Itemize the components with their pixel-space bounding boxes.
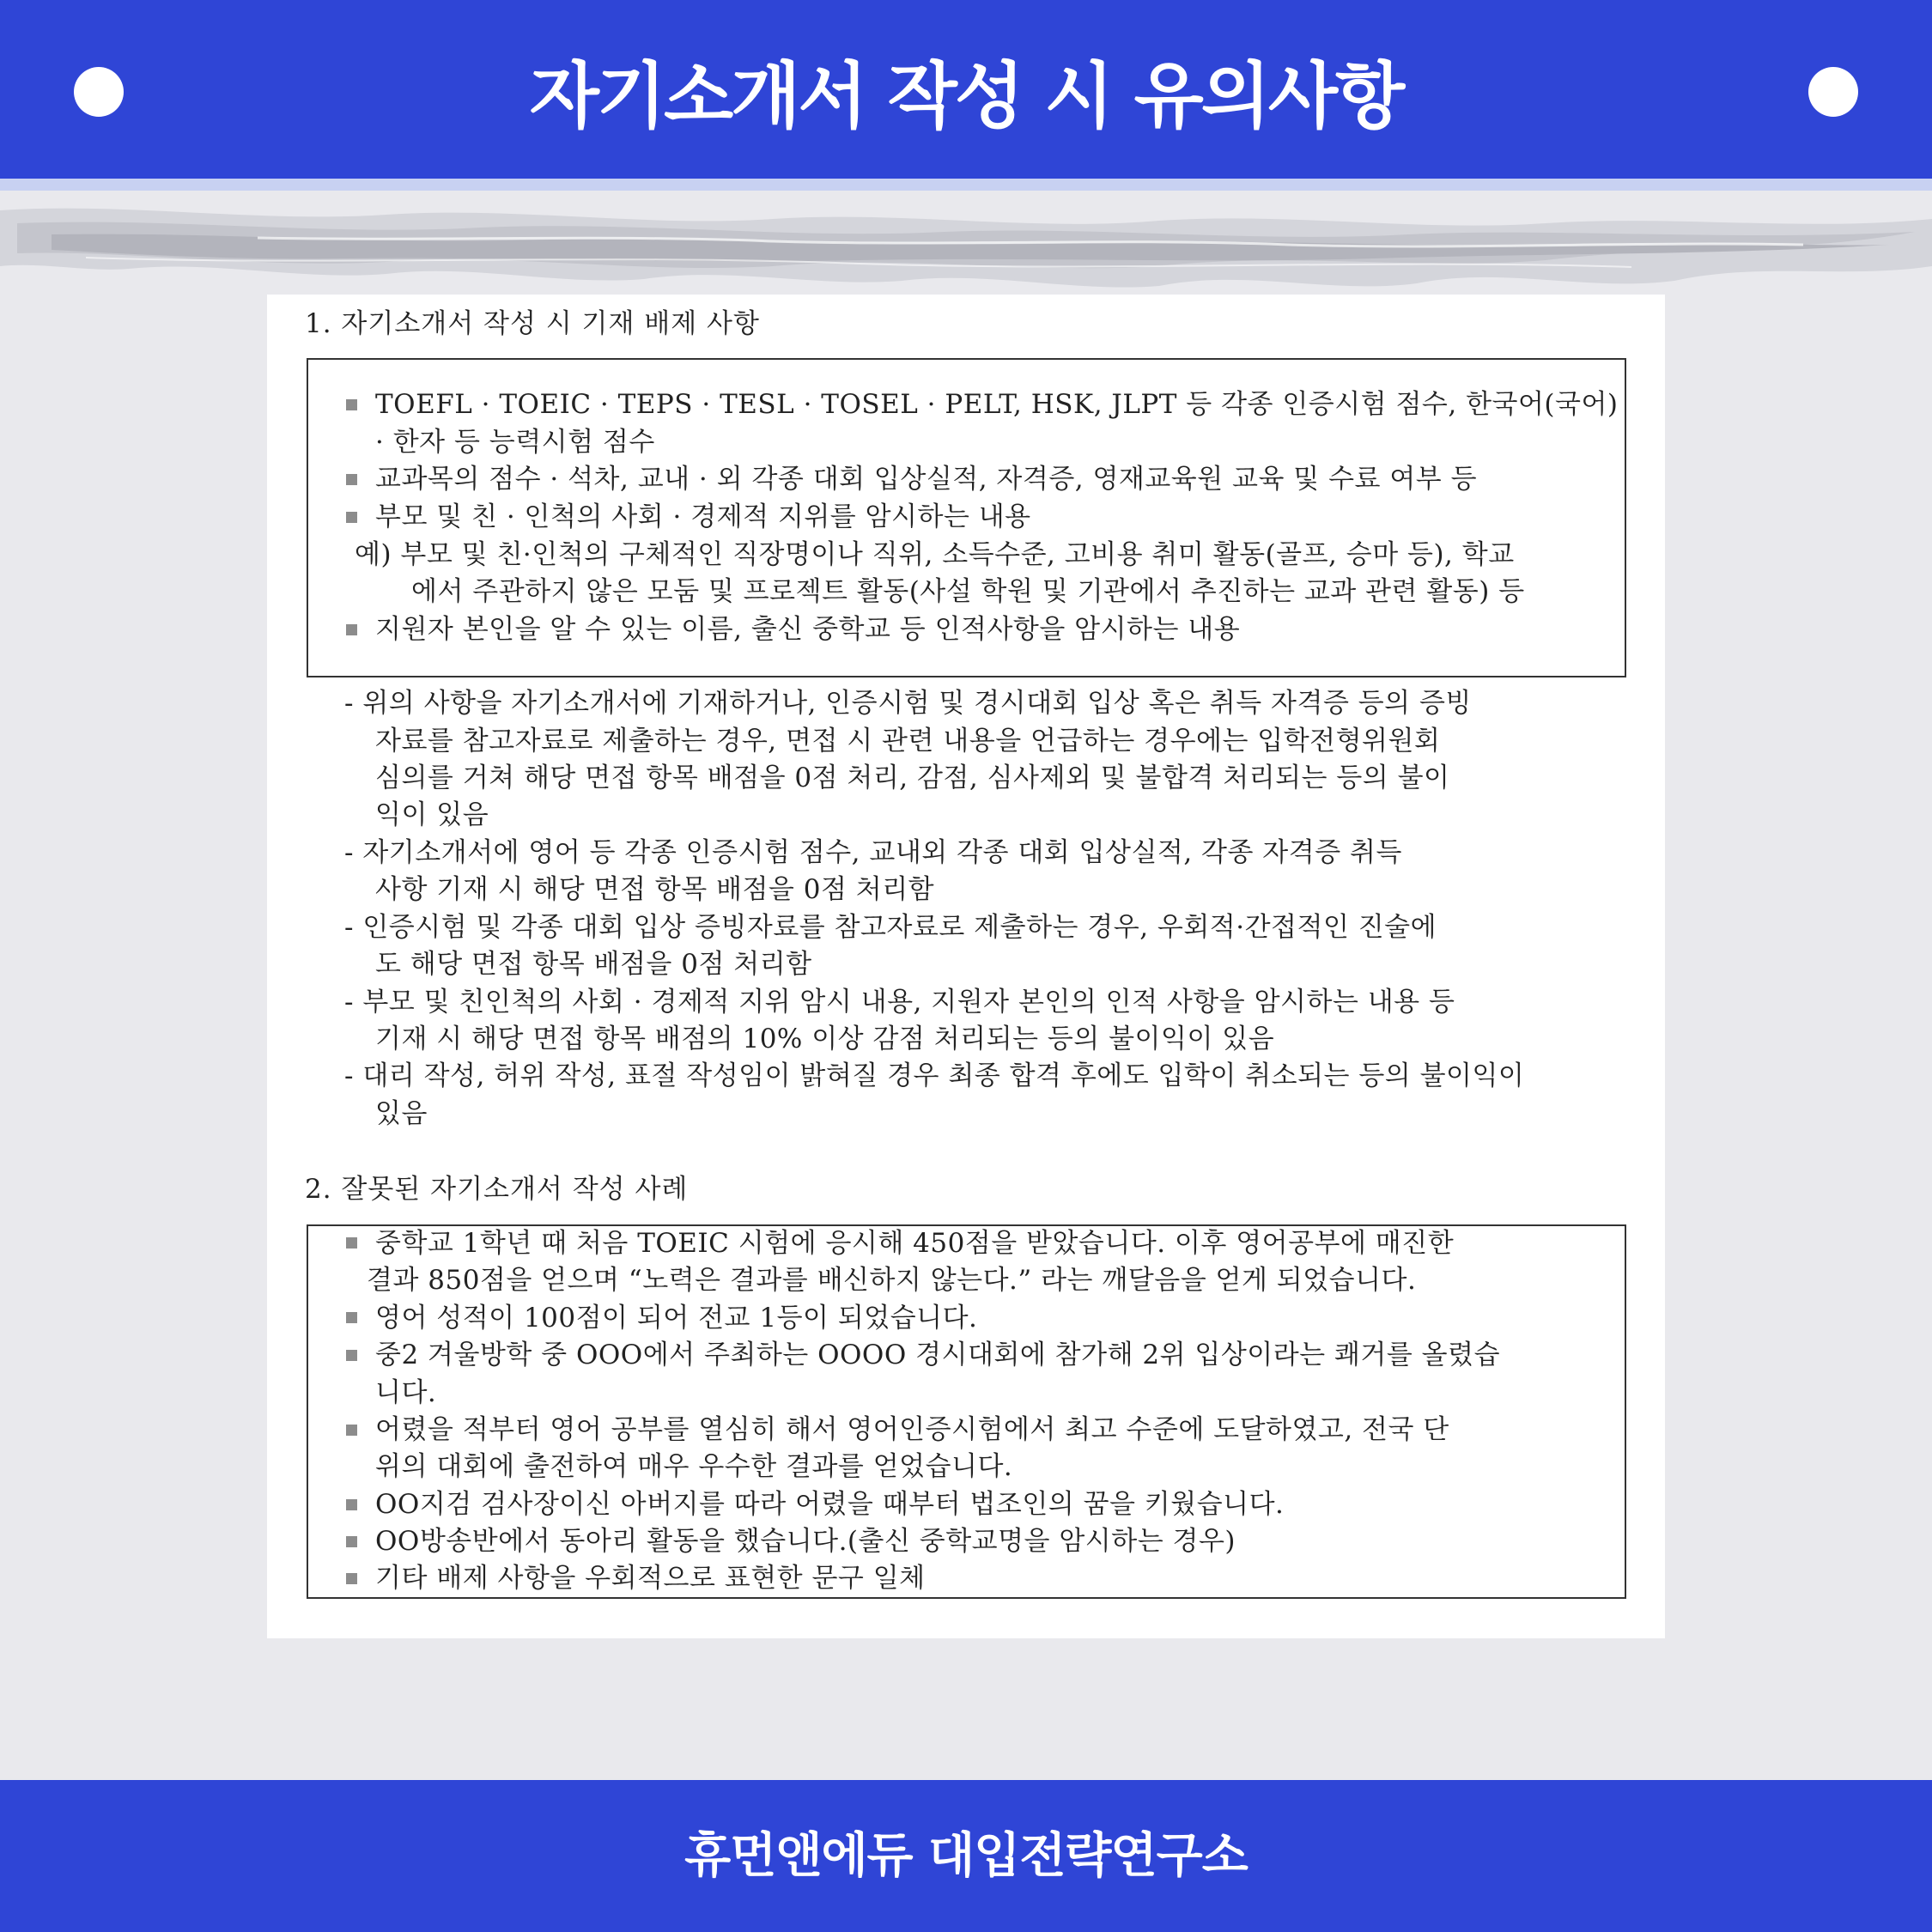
section1-note-line: 익이 있음	[375, 799, 489, 830]
square-bullet-icon	[346, 624, 357, 635]
section1-box-line: 에서 주관하지 않은 모둠 및 프로젝트 활동(사설 학원 및 기관에서 추진하는 교과 관련 활동) 등	[411, 576, 1525, 607]
section1-box-line: 교과목의 점수 · 석차, 교내 · 외 각종 대회 입상실적, 자격증, 영재교육원 교육 및 수료 여부 등	[375, 464, 1478, 495]
footer-brand-text: 휴먼앤에듀 대입전략연구소	[684, 1828, 1248, 1884]
square-bullet-icon	[346, 1573, 357, 1584]
section2-box-line: OO방송반에서 동아리 활동을 했습니다.(출신 중학교명을 암시하는 경우)	[375, 1526, 1236, 1557]
square-bullet-icon	[346, 1350, 357, 1361]
section1-box-line: TOEFL · TOEIC · TEPS · TESL · TOSEL · PELT, HSK, JLPT 등 각종 인증시험 점수, 한국어(국어)	[375, 389, 1619, 420]
document-page	[267, 295, 1665, 1638]
section1-note-line: - 자기소개서에 영어 등 각종 인증시험 점수, 교내외 각종 대회 입상실적, 각종 자격증 취득	[344, 837, 1402, 868]
page-title: 자기소개서 작성 시 유의사항	[529, 54, 1403, 138]
section2-box-line: 니다.	[375, 1377, 437, 1408]
section2-box-line: OO지검 검사장이신 아버지를 따라 어렸을 때부터 법조인의 꿈을 키웠습니다.	[375, 1489, 1285, 1520]
section1-note-line: 도 해당 면접 항목 배점을 0점 처리함	[375, 949, 812, 980]
section2-box-line: 기타 배제 사항을 우회적으로 표현한 문구 일체	[375, 1563, 926, 1594]
section1-box-line: 부모 및 친 · 인척의 사회 · 경제적 지위를 암시하는 내용	[375, 501, 1031, 532]
header-banner	[0, 0, 1932, 179]
section1-box-line: 지원자 본인을 알 수 있는 이름, 출신 중학교 등 인적사항을 암시하는 내용	[375, 614, 1241, 645]
square-bullet-icon	[346, 474, 357, 485]
section1-note-line: 기재 시 해당 면접 항목 배점의 10% 이상 감점 처리되는 등의 불이익이 있음	[375, 1024, 1275, 1054]
section2-box-line: 영어 성적이 100점이 되어 전교 1등이 되었습니다.	[375, 1303, 978, 1334]
square-bullet-icon	[346, 399, 357, 410]
section1-box-line: · 한자 등 능력시험 점수	[375, 427, 655, 458]
section2-box-line: 결과 850점을 얻으며 “노력은 결과를 배신하지 않는다.” 라는 깨달음을 얻게 되었습니다.	[367, 1265, 1417, 1296]
square-bullet-icon	[346, 1312, 357, 1323]
square-bullet-icon	[346, 1499, 357, 1510]
section2-title: 2. 잘못된 자기소개서 작성 사례	[305, 1174, 689, 1205]
section1-note-line: - 부모 및 친인척의 사회 · 경제적 지위 암시 내용, 지원자 본인의 인적 사항을 암시하는 내용 등	[344, 987, 1455, 1018]
square-bullet-icon	[346, 1237, 357, 1249]
square-bullet-icon	[346, 1425, 357, 1436]
torn-paper-decoration	[0, 185, 1932, 296]
section2-box-line: 중2 겨울방학 중 OOO에서 주최하는 OOOO 경시대회에 참가해 2위 입상이라는 쾌거를 올렸습	[375, 1340, 1501, 1370]
section1-note-line: - 대리 작성, 허위 작성, 표절 작성임이 밝혀질 경우 최종 합격 후에도 입학이 취소되는 등의 불이익이	[344, 1060, 1525, 1091]
section2-box-line: 중학교 1학년 때 처음 TOEIC 시험에 응시해 450점을 받았습니다. 이후 영어공부에 매진한	[375, 1228, 1455, 1259]
section1-note-line: - 인증시험 및 각종 대회 입상 증빙자료를 참고자료로 제출하는 경우, 우회적·간접적인 진술에	[344, 912, 1437, 943]
section1-note-line: - 위의 사항을 자기소개서에 기재하거나, 인증시험 및 경시대회 입상 혹은 취득 자격증 등의 증빙	[344, 688, 1472, 719]
square-bullet-icon	[346, 1536, 357, 1547]
section1-note-line: 자료를 참고자료로 제출하는 경우, 면접 시 관련 내용을 언급하는 경우에는 입학전형위원회	[375, 726, 1441, 756]
footer-banner	[0, 1780, 1932, 1932]
section1-note-line: 있음	[375, 1098, 428, 1129]
section1-note-line: 사항 기재 시 해당 면접 항목 배점을 0점 처리함	[375, 874, 935, 905]
square-bullet-icon	[346, 512, 357, 523]
section2-box-line: 위의 대회에 출전하여 매우 우수한 결과를 얻었습니다.	[375, 1451, 1013, 1482]
section2-box-line: 어렸을 적부터 영어 공부를 열심히 해서 영어인증시험에서 최고 수준에 도달하였고, 전국 단	[375, 1414, 1449, 1445]
section1-note-line: 심의를 거쳐 해당 면접 항목 배점을 0점 처리, 감점, 심사제외 및 불합격 처리되는 등의 불이	[375, 762, 1450, 793]
section1-box-line: 예) 부모 및 친·인척의 구체적인 직장명이나 직위, 소득수준, 고비용 취미 활동(골프, 승마 등), 학교	[355, 539, 1515, 570]
circle-dot-right-icon	[1808, 67, 1858, 117]
section1-title: 1. 자기소개서 작성 시 기재 배제 사항	[305, 308, 760, 339]
